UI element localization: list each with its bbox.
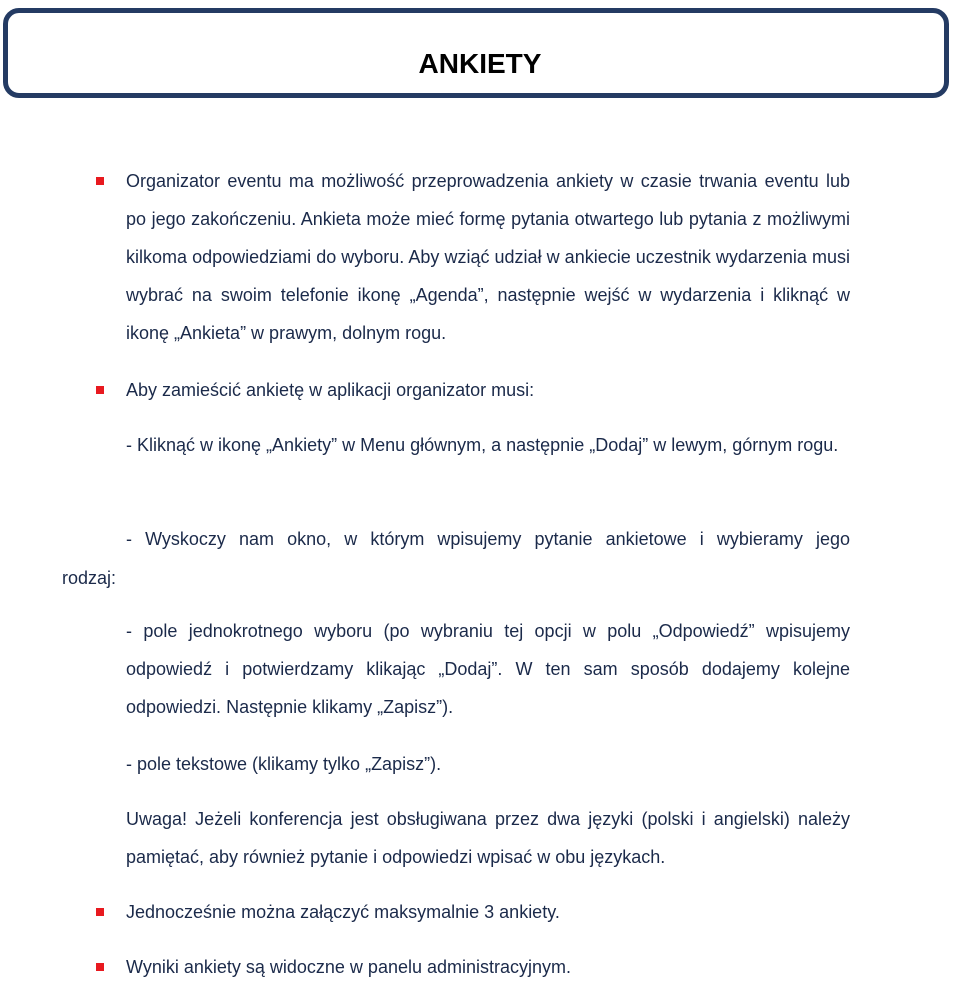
bullet-marker [96, 963, 104, 971]
paragraph-text-field: - pole tekstowe (klikamy tylko „Zapisz”). [126, 754, 442, 774]
paragraph-organizer-survey: Organizator eventu ma możliwość przeprowadzenia ankiety w czasie trwania eventu lub po jego zakończeniu. Ankieta może mieć formę pytania otwartego lub pytania z możliwymi kilkoma odpowiedziami do wyboru. Aby wziąć udział w ankiecie uczestnik wydarzenia musi wybrać na swoim telefonie ikonę „Agenda”, następnie wejść w wydarzenia i kliknąć w ikonę „Ankieta” w prawym, dolnym rogu. [126, 171, 850, 343]
paragraph-results: Wyniki ankiety są widoczne w panelu administracyjnym. [126, 957, 572, 977]
paragraph-step-click-icon: - Kliknąć w ikonę „Ankiety” w Menu głównym, a następnie „Dodaj” w lewym, górnym rogu. [126, 435, 839, 455]
bullet-marker [96, 177, 104, 185]
bullet-marker [96, 386, 104, 394]
paragraph-step-popup-type: rodzaj: [62, 568, 117, 588]
page-title: ANKIETY [418, 48, 542, 79]
paragraph-step-popup: - Wyskoczy nam okno, w którym wpisujemy pytanie ankietowe i wybieramy jego [126, 529, 850, 549]
paragraph-how-to-add: Aby zamieścić ankietę w aplikacji organizator musi: [126, 380, 535, 400]
paragraph-note: Uwaga! Jeżeli konferencja jest obsługiwana przez dwa języki (polski i angielski) należy pamiętać, aby również pytanie i odpowiedzi wpisać w obu językach. [126, 809, 850, 867]
bullet-marker [96, 908, 104, 916]
paragraph-single-choice: - pole jednokrotnego wyboru (po wybraniu tej opcji w polu „Odpowiedź” wpisujemy odpowiedź i potwierdzamy klikając „Dodaj”. W ten sam sposób dodajemy kolejne odpowiedzi. Następnie klikamy „Zapisz”). [126, 621, 850, 717]
paragraph-max-surveys: Jednocześnie można załączyć maksymalnie 3 ankiety. [126, 902, 560, 922]
